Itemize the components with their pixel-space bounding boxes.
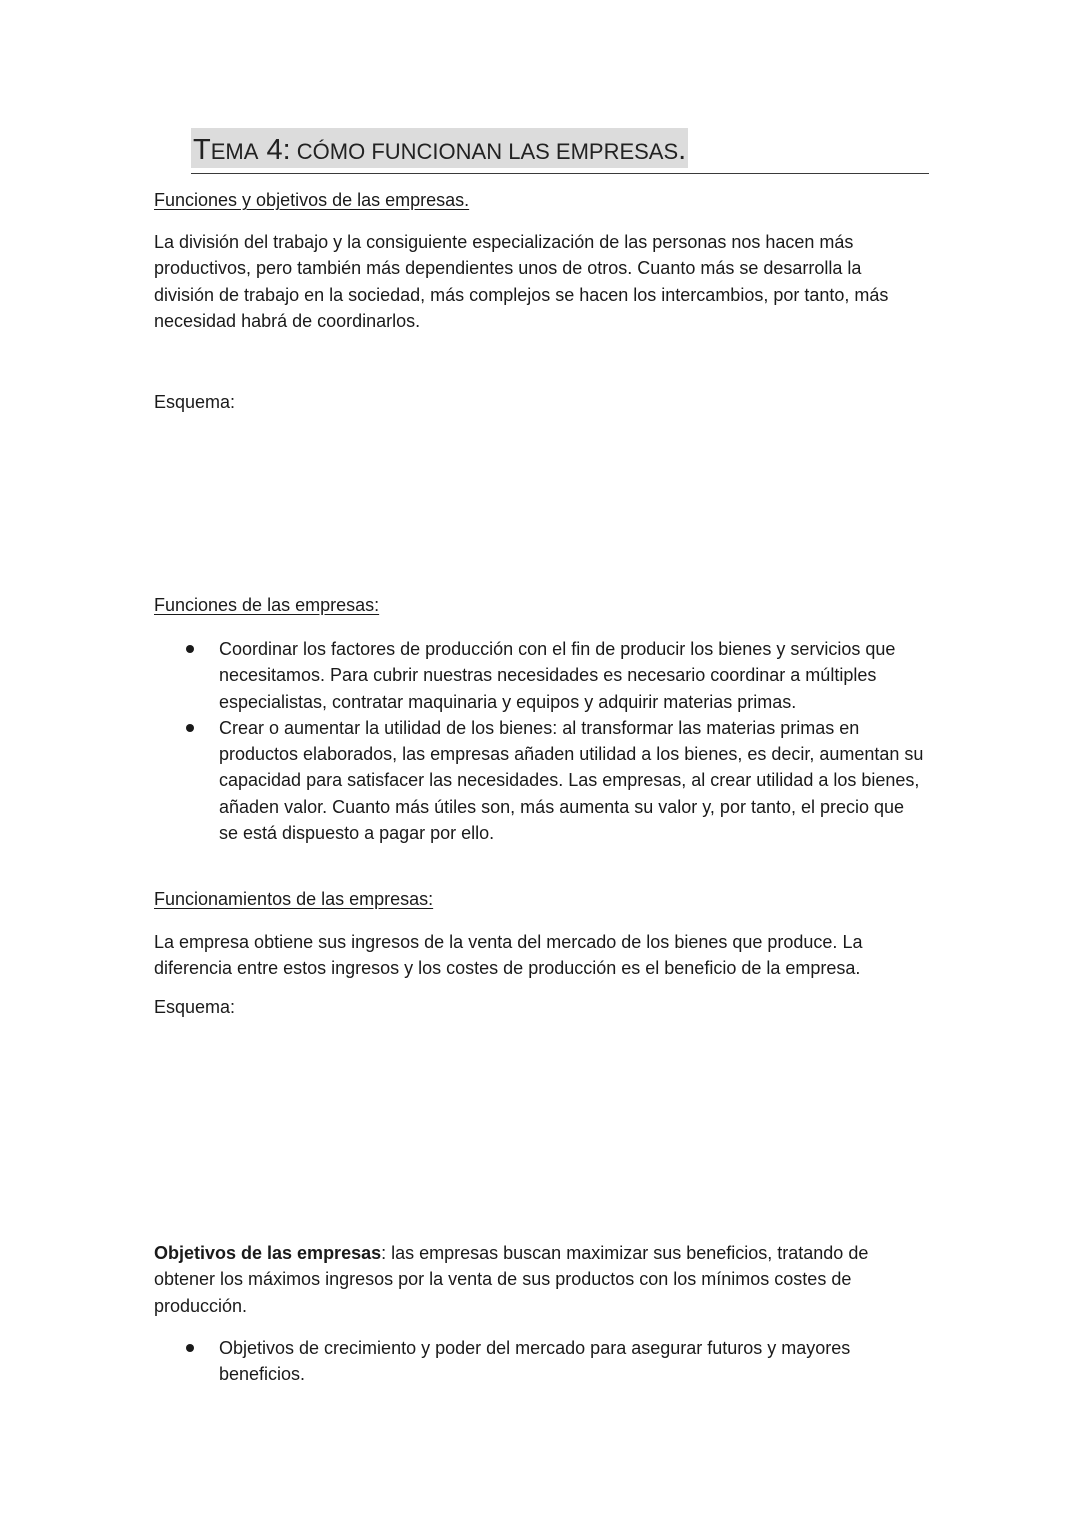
funciones-list [154,636,924,846]
bullet-icon [186,724,194,732]
title-rule [191,128,929,174]
funcionamiento-paragraph: La empresa obtiene sus ingresos de la venta del mercado de los bienes que produce. La diferencia entre estos ingresos y los costes de producción es el beneficio de la empresa. [154,932,863,979]
section-heading-funciones-objetivos: Funciones y objetivos de las empresas. [154,190,470,210]
section-heading-funcionamientos: Funcionamientos de las empresas: [154,889,434,909]
title-initial: T [193,134,211,166]
title-dot: . [678,134,687,166]
objetivos-text: : las empresas buscan maximizar sus beneficios, tratando de obtener los máximos ingresos por la venta de sus productos con los mínimos costes de producción. [154,1243,869,1316]
list-item-text: Objetivos de crecimiento y poder del mercado para asegurar futuros y mayores beneficios. [219,1338,851,1385]
esquema-label-2: Esquema: [154,997,236,1017]
title-small-caps: EMA [210,139,259,164]
section-heading-funciones: Funciones de las empresas: [154,595,380,615]
objetivos-bold-lead: Objetivos de las empresas [154,1243,382,1263]
intro-paragraph: La división del trabajo y la consiguiente especialización de las personas nos hacen más productivos, pero también más dependientes unos de otros. Cuanto más se desarrolla la división de trabajo en la sociedad, más complejos se hacen los intercambios, por tanto, más necesidad habrá de coordinarlos. [154,232,889,331]
page-title [191,128,688,168]
list-item-text: Crear o aumentar la utilidad de los bienes: al transformar las materias primas en productos elaborados, las empresas añaden utilidad a los bienes, es decir, aumentan su capacidad para satisfacer las necesidades. Las empresas, al crear utilidad a los bienes, añaden valor. Cuanto más útiles son, más aumenta su valor y, por tanto, el precio que se está dispuesto a pagar por ello. [219,717,924,844]
bullet-icon [186,645,194,653]
objetivos-list [154,1335,924,1388]
list-item [154,1335,924,1388]
list-item-text: Coordinar los factores de producción con el fin de producir los bienes y servicios que necesitamos. Para cubrir nuestras necesidades es necesario coordinar a múltiples especialistas, contratar maquinaria y equipos y adquirir materias primas. [219,639,896,712]
bullet-icon [186,1344,194,1352]
objetivos-paragraph [154,1240,924,1319]
esquema-label-1: Esquema: [154,392,236,412]
title-number: 4: [258,134,291,166]
list-item [154,715,924,846]
list-item [154,636,924,715]
title-text: CÓMO FUNCIONAN LAS EMPRESAS [290,139,679,164]
